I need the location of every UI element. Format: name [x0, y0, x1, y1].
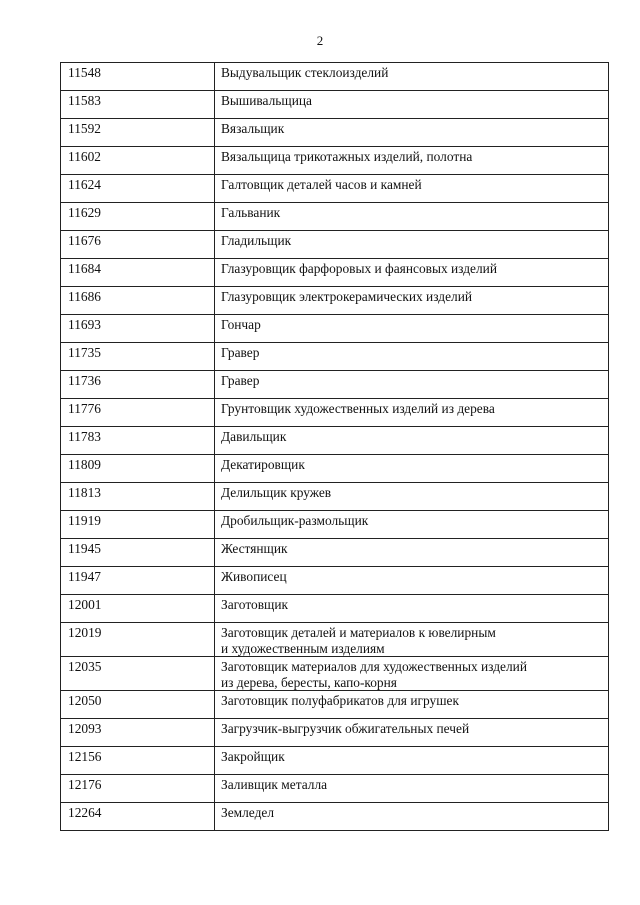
table-row: [61, 315, 609, 343]
table-row: [61, 231, 609, 259]
table-row: [61, 657, 609, 691]
profession-name-cell: Гладильщик: [215, 231, 609, 259]
profession-name-cell: Дробильщик-размольщик: [215, 511, 609, 539]
code-cell: 12093: [61, 719, 215, 747]
table-row: [61, 719, 609, 747]
profession-name-cell: Выдувальщик стеклоизделий: [215, 63, 609, 91]
table-row: [61, 63, 609, 91]
code-cell: 11629: [61, 203, 215, 231]
table-row: [61, 91, 609, 119]
profession-name-cell: Вышивальщица: [215, 91, 609, 119]
profession-name-cell: Гальваник: [215, 203, 609, 231]
table-row: [61, 399, 609, 427]
profession-name-cell: Заготовщик материалов для художественных изделий из дерева, бересты, капо-корня: [215, 657, 609, 691]
code-cell: 11776: [61, 399, 215, 427]
code-cell: 11693: [61, 315, 215, 343]
profession-name-cell: Вязальщик: [215, 119, 609, 147]
table-row: [61, 175, 609, 203]
table-row: [61, 119, 609, 147]
table-row: [61, 371, 609, 399]
table-row: [61, 803, 609, 831]
profession-name-cell: Декатировщик: [215, 455, 609, 483]
code-cell: 11813: [61, 483, 215, 511]
profession-name-cell: Заливщик металла: [215, 775, 609, 803]
code-cell: 11809: [61, 455, 215, 483]
profession-name-cell: Делильщик кружев: [215, 483, 609, 511]
profession-name-cell: Грунтовщик художественных изделий из дерева: [215, 399, 609, 427]
table-row: [61, 511, 609, 539]
code-cell: 12035: [61, 657, 215, 691]
profession-table: [60, 62, 609, 831]
table-row: [61, 259, 609, 287]
code-cell: 12050: [61, 691, 215, 719]
profession-name-cell: Живописец: [215, 567, 609, 595]
code-cell: 11945: [61, 539, 215, 567]
profession-name-cell: Загрузчик-выгрузчик обжигательных печей: [215, 719, 609, 747]
page-number: 2: [316, 33, 324, 48]
table-row: [61, 287, 609, 315]
code-cell: 12001: [61, 595, 215, 623]
code-cell: 11548: [61, 63, 215, 91]
code-cell: 11686: [61, 287, 215, 315]
profession-name-cell: Глазуровщик фарфоровых и фаянсовых изделий: [215, 259, 609, 287]
code-cell: 11602: [61, 147, 215, 175]
profession-name-cell: Галтовщик деталей часов и камней: [215, 175, 609, 203]
profession-name-cell: Гравер: [215, 371, 609, 399]
table-row: [61, 691, 609, 719]
code-cell: 12156: [61, 747, 215, 775]
table-row: [61, 203, 609, 231]
table-row: [61, 623, 609, 657]
table-body: [61, 63, 609, 831]
table-row: [61, 539, 609, 567]
profession-name-cell: Заготовщик деталей и материалов к ювелирным и художественным изделиям: [215, 623, 609, 657]
profession-name-cell: Давильщик: [215, 427, 609, 455]
table-row: [61, 427, 609, 455]
code-cell: 12019: [61, 623, 215, 657]
table-row: [61, 775, 609, 803]
profession-name-cell: Вязальщица трикотажных изделий, полотна: [215, 147, 609, 175]
code-cell: 11592: [61, 119, 215, 147]
table-row: [61, 595, 609, 623]
code-cell: 11624: [61, 175, 215, 203]
profession-name-cell: Земледел: [215, 803, 609, 831]
profession-name-cell: Глазуровщик электрокерамических изделий: [215, 287, 609, 315]
profession-name-cell: Гончар: [215, 315, 609, 343]
code-cell: 11783: [61, 427, 215, 455]
profession-name-cell: Закройщик: [215, 747, 609, 775]
table-row: [61, 455, 609, 483]
table-row: [61, 147, 609, 175]
code-cell: 11676: [61, 231, 215, 259]
code-cell: 11735: [61, 343, 215, 371]
profession-name-cell: Гравер: [215, 343, 609, 371]
code-cell: 11947: [61, 567, 215, 595]
code-cell: 12176: [61, 775, 215, 803]
code-cell: 11736: [61, 371, 215, 399]
table-row: [61, 567, 609, 595]
table-row: [61, 483, 609, 511]
profession-name-cell: Заготовщик полуфабрикатов для игрушек: [215, 691, 609, 719]
profession-name-cell: Жестянщик: [215, 539, 609, 567]
code-cell: 11919: [61, 511, 215, 539]
code-cell: 12264: [61, 803, 215, 831]
code-cell: 11583: [61, 91, 215, 119]
table-row: [61, 747, 609, 775]
profession-name-cell: Заготовщик: [215, 595, 609, 623]
table-row: [61, 343, 609, 371]
code-cell: 11684: [61, 259, 215, 287]
